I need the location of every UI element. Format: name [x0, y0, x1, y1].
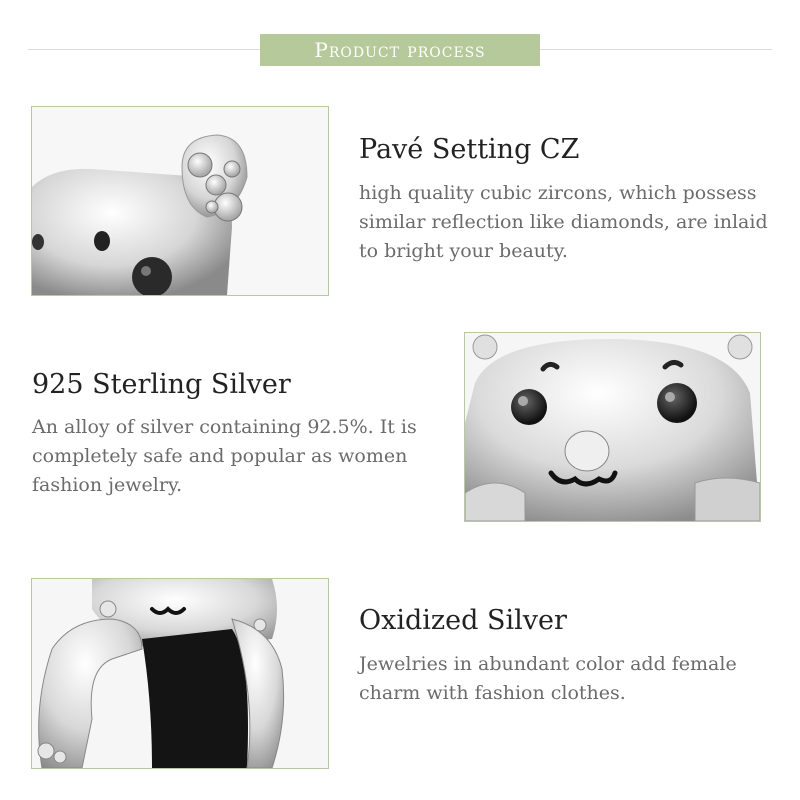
header-divider-right — [540, 49, 772, 50]
section-header-title: Product process — [314, 38, 486, 62]
feature-title-pave-setting: Pavé Setting CZ — [359, 134, 580, 165]
feature-title-sterling-silver: 925 Sterling Silver — [32, 369, 291, 400]
feature-description-pave-setting: high quality cubic zircons, which possess similar reflection like diamonds, are inlaid to bright your beauty. — [359, 182, 768, 262]
feature-description-sterling-silver: An alloy of silver containing 92.5%. It is completely safe and popular as women fashion jewelry. — [32, 416, 417, 496]
feature-description-oxidized-silver: Jewelries in abundant color add female charm with fashion clothes. — [359, 653, 737, 704]
product-photo-sterling-silver — [464, 332, 761, 522]
header-divider-left — [28, 49, 260, 50]
feature-title-oxidized-silver: Oxidized Silver — [359, 605, 567, 636]
product-photo-pave-setting — [31, 106, 329, 296]
section-header — [260, 34, 540, 66]
product-photo-oxidized-silver — [31, 578, 329, 769]
